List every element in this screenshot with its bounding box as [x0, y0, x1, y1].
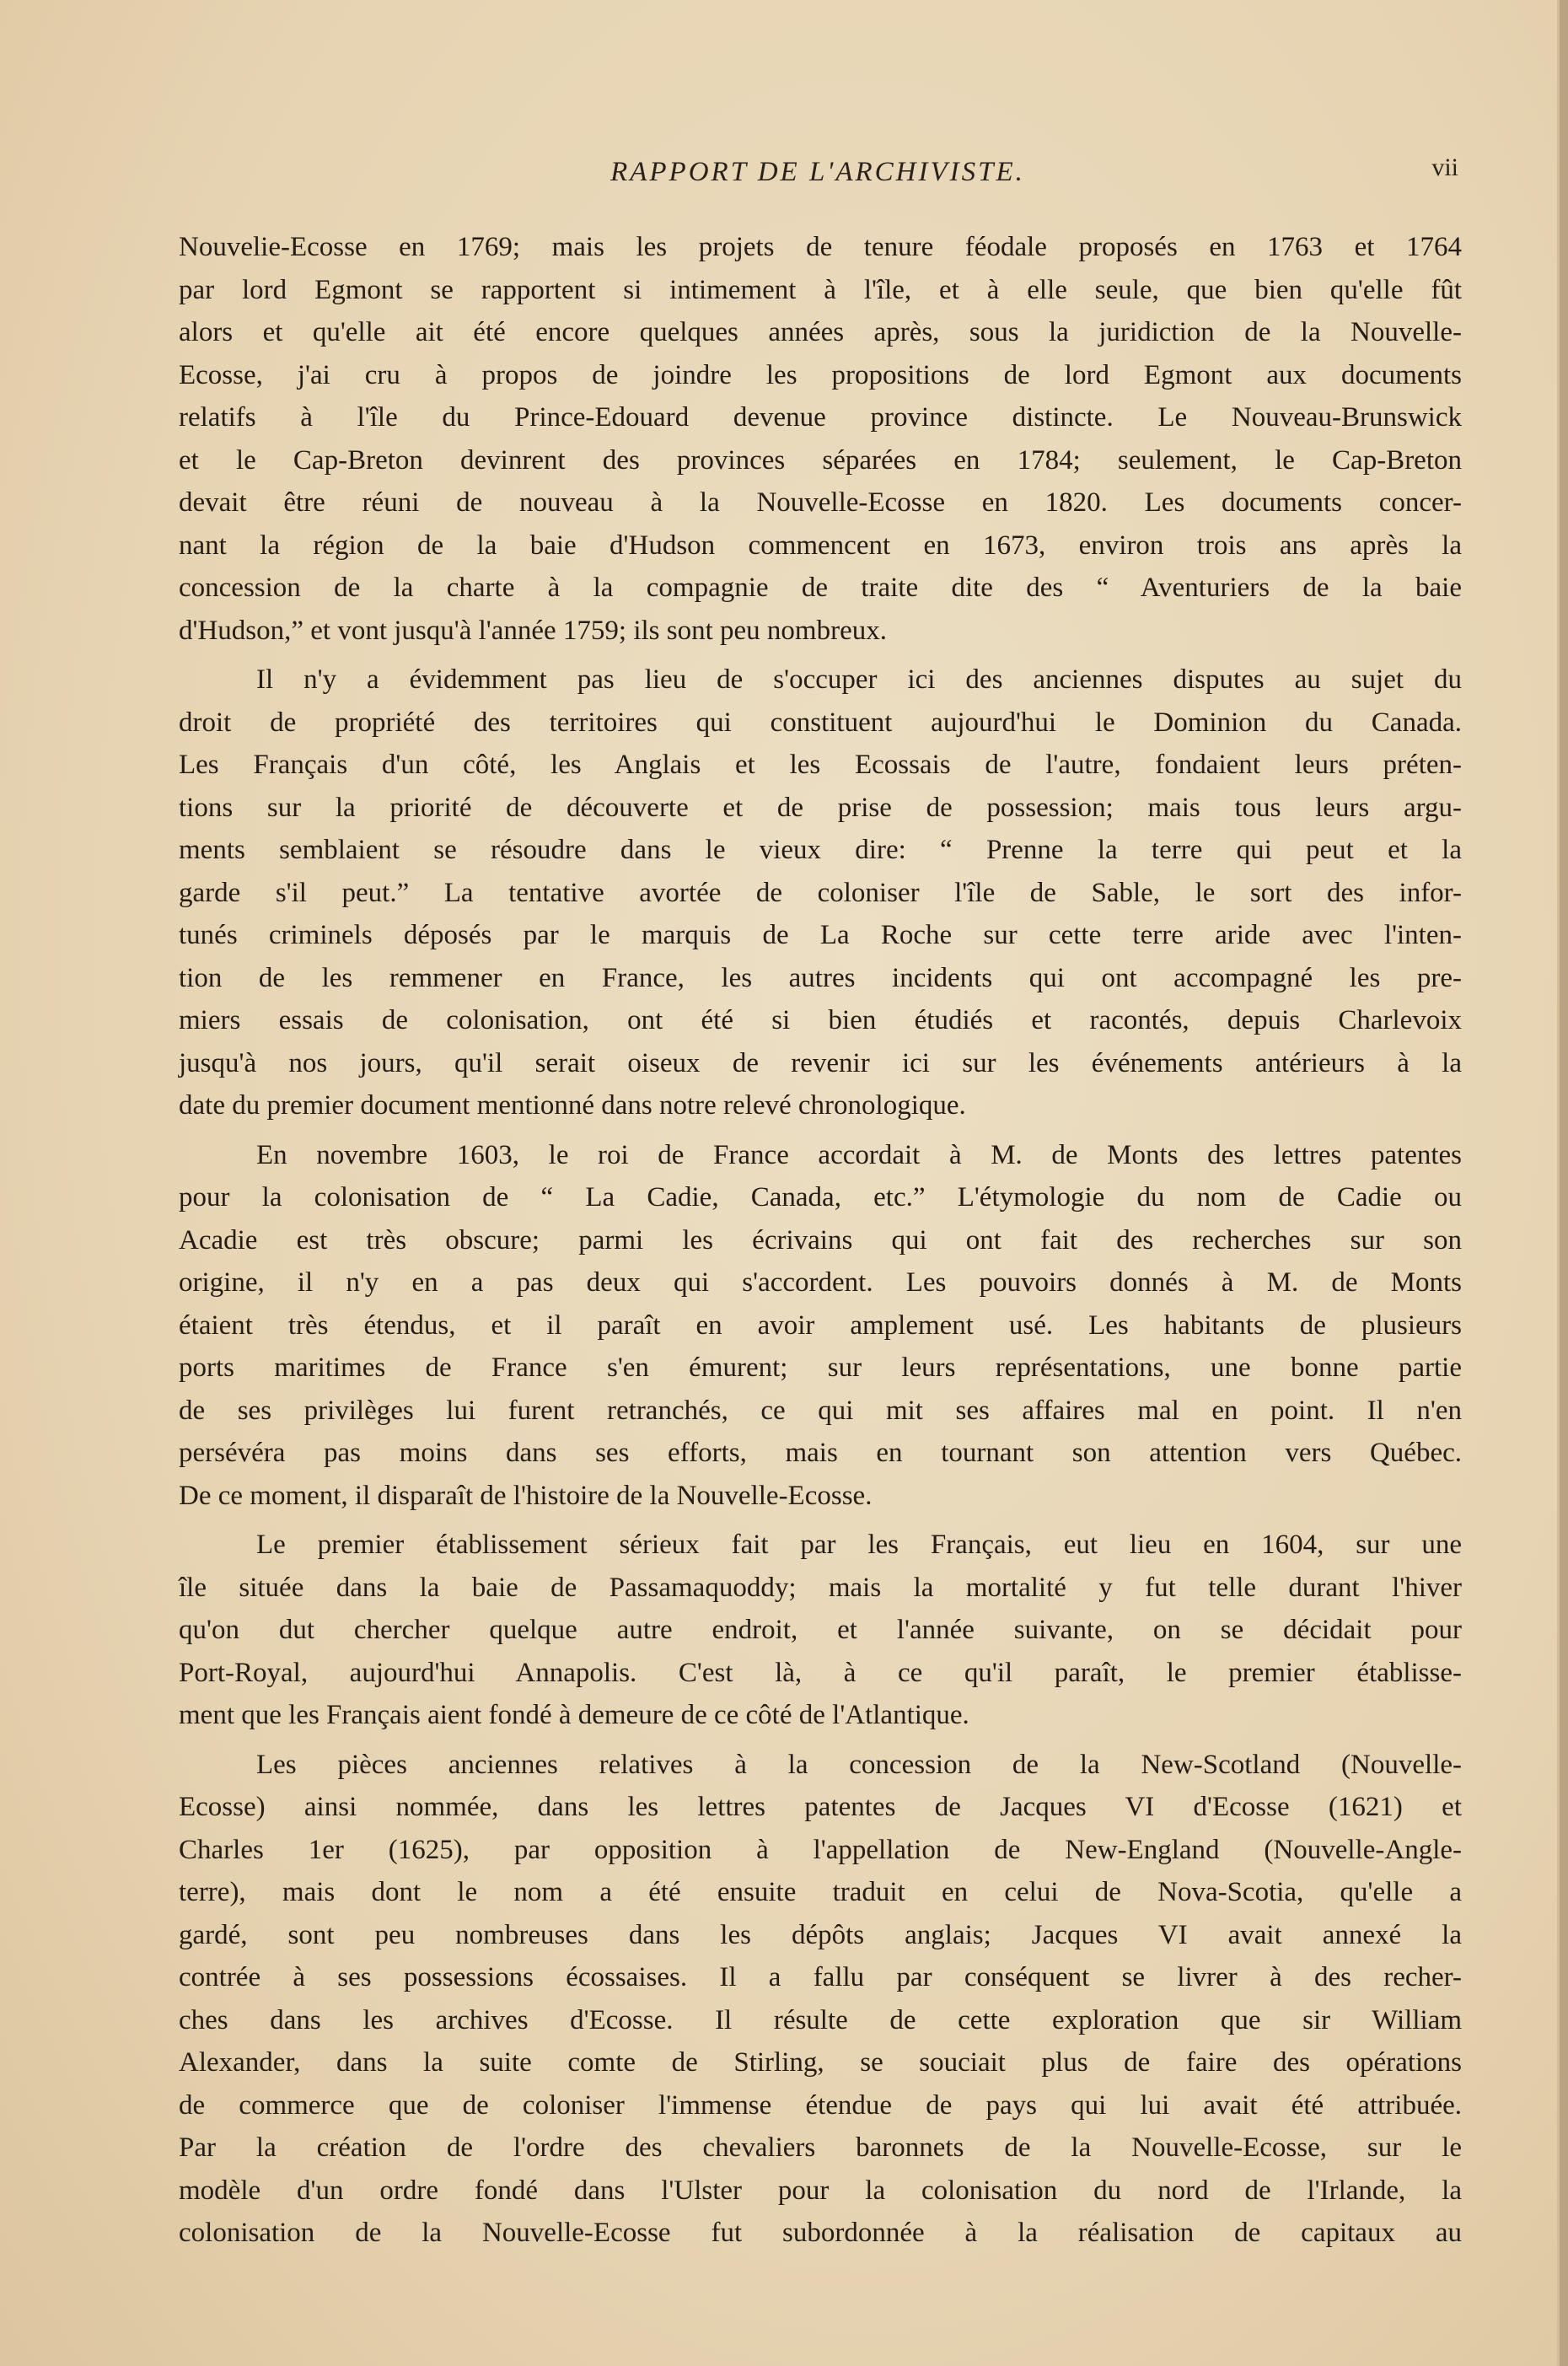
- text-line: de ses privilèges lui furent retranchés, ce qui mit ses affaires mal en point. Il n'en: [179, 1395, 1462, 1426]
- text-line: ment que les Français aient fondé à demeure de ce côté de l'Atlantique.: [179, 1700, 969, 1730]
- paragraph: [179, 1524, 1462, 1737]
- text-line: Acadie est très obscure; parmi les écrivains qui ont fait des recherches sur son: [179, 1224, 1462, 1256]
- text-line: par lord Egmont se rapportent si intimement à l'île, et à elle seule, que bien qu'elle fût: [179, 274, 1462, 305]
- text-line: Par la création de l'ordre des chevaliers baronnets de la Nouvelle-Ecosse, sur le: [179, 2132, 1462, 2163]
- text-line: Les pièces anciennes relatives à la concession de la New-Scotland (Nouvelle-: [256, 1749, 1462, 1780]
- paragraph: [179, 659, 1462, 1127]
- paragraph: [179, 1744, 1462, 2255]
- text-line: Il n'y a évidemment pas lieu de s'occuper ici des anciennes disputes au sujet du: [256, 664, 1462, 695]
- text-line: origine, il n'y en a pas deux qui s'accordent. Les pouvoirs donnés à M. de Monts: [179, 1267, 1462, 1298]
- text-line: Nouvelie-Ecosse en 1769; mais les projets de tenure féodale proposés en 1763 et 1764: [179, 232, 1462, 262]
- text-line: Charles 1er (1625), par opposition à l'appellation de New-England (Nouvelle-Angle-: [179, 1834, 1462, 1865]
- text-line: tunés criminels déposés par le marquis de La Roche sur cette terre aride avec l'inten-: [179, 920, 1462, 950]
- text-line: qu'on dut chercher quelque autre endroit, et l'année suivante, on se décidait pour: [179, 1615, 1462, 1645]
- text-line: concession de la charte à la compagnie de traite dite des “ Aventuriers de la baie: [179, 573, 1462, 603]
- running-header: [177, 153, 1458, 194]
- text-line: droit de propriété des territoires qui constituent aujourd'hui le Dominion du Canada.: [179, 707, 1462, 738]
- text-line: de commerce que de coloniser l'immense étendue de pays qui lui avait été attribuée.: [179, 2089, 1462, 2121]
- text-line: relatifs à l'île du Prince-Edouard devenue province distincte. Le Nouveau-Brunswick: [179, 402, 1462, 433]
- text-line: Le premier établissement sérieux fait par les Français, eut lieu en 1604, sur une: [256, 1530, 1462, 1560]
- text-line: Ecosse, j'ai cru à propos de joindre les propositions de lord Egmont aux documents: [179, 359, 1462, 390]
- text-line: devait être réuni de nouveau à la Nouvelle-Ecosse en 1820. Les documents concer-: [179, 487, 1462, 518]
- text-line: ches dans les archives d'Ecosse. Il résulte de cette exploration que sir William: [179, 2004, 1462, 2035]
- text-line: En novembre 1603, le roi de France accordait à M. de Monts des lettres patentes: [256, 1139, 1462, 1170]
- text-line: Alexander, dans la suite comte de Stirling, se souciait plus de faire des opérations: [179, 2047, 1462, 2078]
- text-line: contrée à ses possessions écossaises. Il a fallu par conséquent se livrer à des recher-: [179, 1962, 1462, 1992]
- page-edge: [1560, 0, 1568, 2366]
- text-line: date du premier document mentionné dans notre relevé chronologique.: [179, 1090, 966, 1121]
- body-text: [179, 226, 1462, 2261]
- text-line: De ce moment, il disparaît de l'histoire de la Nouvelle-Ecosse.: [179, 1480, 873, 1511]
- text-line: tions sur la priorité de découverte et de prise de possession; mais tous leurs argu-: [179, 792, 1462, 823]
- text-line: d'Hudson,” et vont jusqu'à l'année 1759; ils sont peu nombreux.: [179, 615, 887, 646]
- text-line: alors et qu'elle ait été encore quelques années après, sous la juridiction de la Nouvelle-: [179, 317, 1462, 347]
- text-line: nant la région de la baie d'Hudson commencent en 1673, environ trois ans après la: [179, 530, 1462, 561]
- paragraph: [179, 226, 1462, 652]
- text-line: Ecosse) ainsi nommée, dans les lettres patentes de Jacques VI d'Ecosse (1621) et: [179, 1792, 1462, 1822]
- text-line: ports maritimes de France s'en émurent; sur leurs représentations, une bonne partie: [179, 1352, 1462, 1383]
- text-line: Port-Royal, aujourd'hui Annapolis. C'est là, à ce qu'il paraît, le premier établisse-: [179, 1657, 1462, 1688]
- text-line: persévéra pas moins dans ses efforts, mais en tournant son attention vers Québec.: [179, 1438, 1462, 1468]
- text-line: terre), mais dont le nom a été ensuite traduit en celui de Nova-Scotia, qu'elle a: [179, 1877, 1462, 1907]
- text-line: ments semblaient se résoudre dans le vieux dire: “ Prenne la terre qui peut et la: [179, 835, 1462, 865]
- text-line: gardé, sont peu nombreuses dans les dépôts anglais; Jacques VI avait annexé la: [179, 1919, 1462, 1950]
- text-line: tion de les remmener en France, les autres incidents qui ont accompagné les pre-: [179, 962, 1462, 993]
- text-line: garde s'il peut.” La tentative avortée de coloniser l'île de Sable, le sort des infor-: [179, 877, 1462, 908]
- text-line: Les Français d'un côté, les Anglais et les Ecossais de l'autre, fondaient leurs préten-: [179, 750, 1462, 780]
- paragraph: [179, 1134, 1462, 1518]
- text-line: jusqu'à nos jours, qu'il serait oiseux de revenir ici sur les événements antérieurs à la: [179, 1047, 1462, 1078]
- text-line: modèle d'un ordre fondé dans l'Ulster pour la colonisation du nord de l'Irlande, la: [179, 2175, 1462, 2206]
- text-line: colonisation de la Nouvelle-Ecosse fut subordonnée à la réalisation de capitaux au: [179, 2218, 1462, 2248]
- text-line: miers essais de colonisation, ont été si bien étudiés et racontés, depuis Charlevoix: [179, 1005, 1462, 1035]
- text-line: étaient très étendus, et il paraît en avoir amplement usé. Les habitants de plusieurs: [179, 1309, 1462, 1341]
- page-number: vii: [1431, 153, 1458, 181]
- text-line: île située dans la baie de Passamaquoddy; mais la mortalité y fut telle durant l'hiver: [179, 1572, 1462, 1603]
- text-line: pour la colonisation de “ La Cadie, Canada, etc.” L'étymologie du nom de Cadie ou: [179, 1182, 1462, 1213]
- text-line: et le Cap-Breton devinrent des provinces séparées en 1784; seulement, le Cap-Breton: [179, 444, 1462, 476]
- running-title: RAPPORT DE L'ARCHIVISTE.: [610, 157, 1025, 187]
